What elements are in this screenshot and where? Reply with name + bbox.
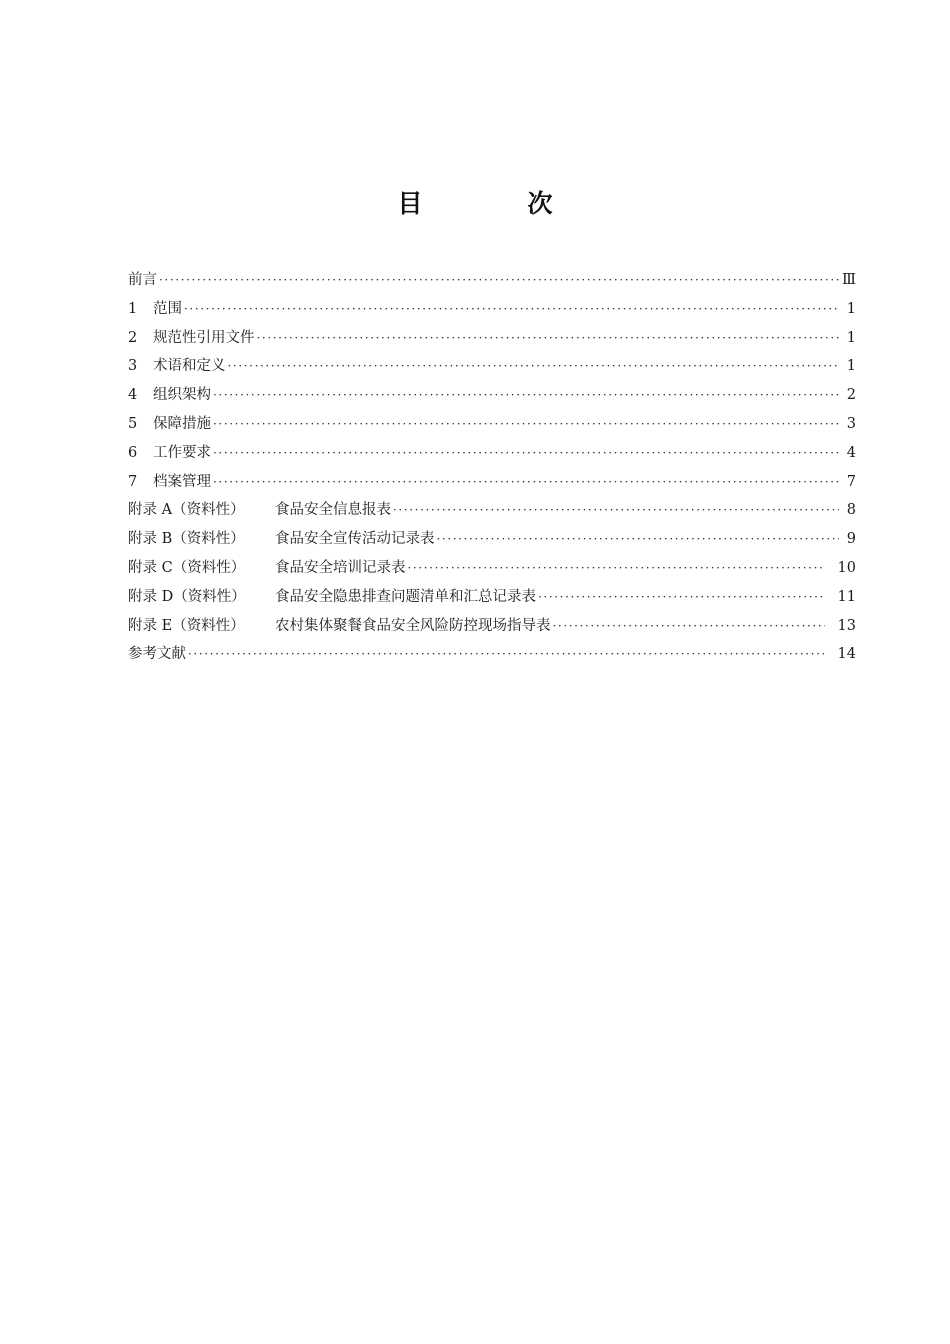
toc-entry-references[interactable]: [128, 640, 856, 669]
toc-page-number: 8: [846, 502, 856, 519]
toc-entry-title: 食品安全宣传活动记录表: [275, 531, 435, 548]
toc-entry-appendix-e[interactable]: [128, 612, 856, 641]
toc-page-number: 3: [846, 415, 856, 432]
toc-entry-title: 保障措施: [153, 415, 211, 432]
toc-entry-title: 范围: [153, 300, 182, 317]
toc-leader-dots: [408, 554, 826, 583]
toc-page-number: 9: [846, 531, 856, 548]
toc-entry-section[interactable]: [128, 352, 856, 381]
toc-entry-title: 食品安全培训记录表: [275, 559, 406, 576]
toc-section-number: 7: [128, 473, 138, 490]
toc-leader-dots: [184, 295, 839, 324]
toc-leader-dots: [257, 324, 840, 353]
toc-page-number: 1: [846, 300, 856, 317]
toc-entry-title: 档案管理: [153, 473, 211, 490]
toc-leader-dots: [393, 496, 839, 525]
toc-entry-foreword[interactable]: [128, 266, 856, 295]
toc-section-number: 6: [128, 444, 138, 461]
toc-title: 目 次: [397, 189, 593, 218]
toc-entry-section[interactable]: [128, 324, 856, 353]
toc-page-number: 2: [846, 387, 856, 404]
toc-page-number: 7: [846, 473, 856, 490]
toc-entry-section[interactable]: [128, 439, 856, 468]
toc-leader-dots: [213, 439, 839, 468]
toc-page-number: 11: [837, 588, 856, 605]
toc-entry-title: 工作要求: [153, 444, 211, 461]
toc-page-number: 10: [837, 559, 856, 576]
toc-section-number: 1: [128, 300, 138, 317]
toc-page-number: 13: [837, 617, 856, 634]
toc-entry-title: 参考文献: [128, 646, 186, 663]
toc-section-number: 4: [128, 387, 138, 404]
toc-page-number: 14: [837, 646, 856, 663]
toc-entry-appendix-a[interactable]: [128, 496, 856, 525]
toc-entry-title: 术语和定义: [153, 358, 226, 375]
toc-page-number: 1: [846, 329, 856, 346]
toc-leader-dots: [188, 640, 825, 669]
toc-leader-dots: [213, 381, 839, 410]
toc-leader-dots: [213, 468, 839, 497]
toc-entry-title: 食品安全信息报表: [275, 502, 391, 519]
toc-entry-section[interactable]: [128, 381, 856, 410]
toc-appendix-label: 附录 D（资料性）: [128, 588, 246, 605]
toc-entry-section[interactable]: [128, 295, 856, 324]
toc-section-number: 2: [128, 329, 138, 346]
toc-entry-title: 规范性引用文件: [153, 329, 255, 346]
toc-page-number: Ⅲ: [842, 272, 856, 288]
toc-appendix-label: 附录 E（资料性）: [128, 617, 245, 634]
toc-leader-dots: [553, 612, 826, 641]
toc-leader-dots: [159, 266, 839, 295]
toc-entry-section[interactable]: [128, 410, 856, 439]
toc-entry-title: 食品安全隐患排查问题清单和汇总记录表: [275, 588, 536, 605]
toc-leader-dots: [437, 525, 840, 554]
toc-list: [128, 266, 856, 669]
toc-leader-dots: [538, 583, 825, 612]
toc-page-number: 4: [846, 444, 856, 461]
toc-section-number: 5: [128, 415, 138, 432]
toc-appendix-label: 附录 A（资料性）: [128, 502, 245, 519]
toc-leader-dots: [228, 352, 840, 381]
toc-entry-appendix-b[interactable]: [128, 525, 856, 554]
toc-entry-title: 组织架构: [153, 387, 211, 404]
toc-section-number: 3: [128, 358, 138, 375]
toc-entry-title: 前言: [128, 272, 157, 288]
toc-page-number: 1: [846, 358, 856, 375]
toc-appendix-label: 附录 B（资料性）: [128, 531, 245, 548]
toc-entry-section[interactable]: [128, 468, 856, 497]
toc-appendix-label: 附录 C（资料性）: [128, 559, 246, 576]
toc-entry-appendix-d[interactable]: [128, 583, 856, 612]
toc-entry-appendix-c[interactable]: [128, 554, 856, 583]
toc-leader-dots: [213, 410, 839, 439]
toc-entry-title: 农村集体聚餐食品安全风险防控现场指导表: [275, 617, 551, 634]
